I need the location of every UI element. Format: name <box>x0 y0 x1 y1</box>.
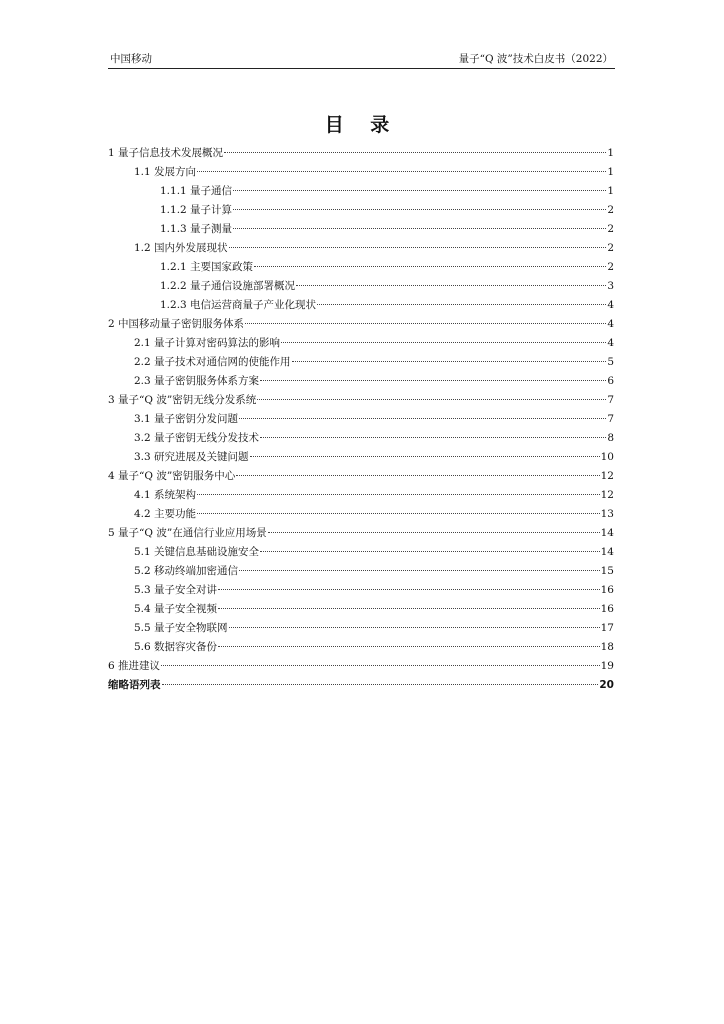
toc-entry-page: 18 <box>600 641 614 653</box>
toc-entry-label: 1.2.2 量子通信设施部署概况 <box>160 280 296 292</box>
toc-entry-page: 1 <box>607 147 614 159</box>
toc-leader-dots <box>161 665 600 666</box>
toc-entry[interactable] <box>108 562 614 581</box>
toc-entry-label: 4.2 主要功能 <box>134 508 197 520</box>
toc-leader-dots <box>162 684 599 685</box>
toc-entry-page: 17 <box>600 622 614 634</box>
toc-entry-page: 7 <box>607 394 614 406</box>
toc-leader-dots <box>233 209 606 210</box>
toc-leader-dots <box>257 399 606 400</box>
toc-leader-dots <box>260 380 606 381</box>
toc-entry[interactable] <box>108 676 614 695</box>
toc-entry-label: 缩略语列表 <box>108 679 161 691</box>
toc-leader-dots <box>197 513 600 514</box>
toc-entry-page: 20 <box>599 679 614 691</box>
toc-entry-label: 4.1 系统架构 <box>134 489 197 501</box>
toc-entry[interactable] <box>108 239 614 258</box>
toc-leader-dots <box>233 228 606 229</box>
toc-leader-dots <box>254 266 606 267</box>
toc-leader-dots <box>236 475 599 476</box>
toc-entry-page: 12 <box>600 470 614 482</box>
toc-entry-page: 2 <box>607 204 614 216</box>
toc-leader-dots <box>229 247 607 248</box>
toc-entry-page: 3 <box>607 280 614 292</box>
page-header <box>108 50 615 69</box>
toc-leader-dots <box>218 589 600 590</box>
toc-leader-dots <box>239 570 600 571</box>
toc-entry[interactable] <box>108 201 614 220</box>
toc-entry-label: 5.3 量子安全对讲 <box>134 584 218 596</box>
toc-leader-dots <box>197 171 606 172</box>
toc-entry[interactable] <box>108 448 614 467</box>
toc-leader-dots <box>197 494 600 495</box>
toc-entry-label: 1.2.1 主要国家政策 <box>160 261 254 273</box>
toc-entry[interactable] <box>108 638 614 657</box>
toc-entry-page: 4 <box>607 299 614 311</box>
toc-entry-page: 19 <box>600 660 614 672</box>
toc-entry[interactable] <box>108 372 614 391</box>
toc-entry[interactable] <box>108 657 614 676</box>
toc-entry-label: 1.2.3 电信运营商量子产业化现状 <box>160 299 317 311</box>
toc-entry-label: 1.1.1 量子通信 <box>160 185 233 197</box>
toc-entry-label: 3.2 量子密钥无线分发技术 <box>134 432 260 444</box>
toc-entry-label: 6 推进建议 <box>108 660 161 672</box>
toc-leader-dots <box>296 285 606 286</box>
toc-entry-page: 7 <box>607 413 614 425</box>
toc-entry-page: 1 <box>607 185 614 197</box>
toc-entry-page: 13 <box>600 508 614 520</box>
toc-entry-label: 2.2 量子技术对通信网的使能作用 <box>134 356 291 368</box>
toc-entry[interactable] <box>108 277 614 296</box>
toc-leader-dots <box>224 152 606 153</box>
toc-leader-dots <box>218 646 600 647</box>
toc-entry[interactable] <box>108 619 614 638</box>
toc-entry-page: 12 <box>600 489 614 501</box>
toc-leader-dots <box>260 437 606 438</box>
toc-entry-page: 5 <box>607 356 614 368</box>
toc-entry[interactable] <box>108 353 614 372</box>
toc-entry-label: 5.2 移动终端加密通信 <box>134 565 239 577</box>
toc-entry[interactable] <box>108 296 614 315</box>
toc-entry-label: 3 量子“Q 波”密钥无线分发系统 <box>108 394 257 406</box>
toc-leader-dots <box>239 418 606 419</box>
toc-entry-page: 16 <box>600 584 614 596</box>
toc-leader-dots <box>245 323 606 324</box>
toc-entry-page: 14 <box>600 546 614 558</box>
toc-entry-page: 2 <box>607 223 614 235</box>
toc-leader-dots <box>229 627 600 628</box>
toc-leader-dots <box>233 190 606 191</box>
toc-entry-label: 2 中国移动量子密钥服务体系 <box>108 318 245 330</box>
toc-entry[interactable] <box>108 581 614 600</box>
toc-entry[interactable] <box>108 220 614 239</box>
toc-leader-dots <box>250 456 600 457</box>
toc-entry-page: 2 <box>607 261 614 273</box>
toc-leader-dots <box>218 608 600 609</box>
table-of-contents <box>108 144 614 695</box>
toc-entry[interactable] <box>108 144 614 163</box>
toc-entry-page: 10 <box>600 451 614 463</box>
toc-entry-page: 14 <box>600 527 614 539</box>
toc-entry-label: 1 量子信息技术发展概况 <box>108 147 224 159</box>
toc-entry-label: 3.3 研究进展及关键问题 <box>134 451 249 463</box>
toc-entry-label: 2.1 量子计算对密码算法的影响 <box>134 337 281 349</box>
toc-entry-label: 1.1 发展方向 <box>134 166 197 178</box>
toc-entry[interactable] <box>108 334 614 353</box>
toc-entry-label: 5 量子“Q 波”在通信行业应用场景 <box>108 527 267 539</box>
header-doc-title: 量子“Q 波”技术白皮书（2022） <box>458 53 613 65</box>
toc-leader-dots <box>268 532 600 533</box>
toc-entry-page: 6 <box>607 375 614 387</box>
toc-entry-page: 8 <box>607 432 614 444</box>
toc-entry[interactable] <box>108 505 614 524</box>
toc-entry[interactable] <box>108 163 614 182</box>
toc-entry-label: 5.1 关键信息基础设施安全 <box>134 546 260 558</box>
toc-entry-label: 1.1.2 量子计算 <box>160 204 233 216</box>
toc-entry-page: 1 <box>607 166 614 178</box>
header-org: 中国移动 <box>110 53 152 65</box>
toc-entry[interactable] <box>108 258 614 277</box>
toc-entry-label: 5.5 量子安全物联网 <box>134 622 228 634</box>
toc-leader-dots <box>260 551 600 552</box>
toc-entry-label: 2.3 量子密钥服务体系方案 <box>134 375 260 387</box>
toc-entry[interactable] <box>108 524 614 543</box>
toc-leader-dots <box>292 361 607 362</box>
toc-entry[interactable] <box>108 182 614 201</box>
toc-entry-page: 16 <box>600 603 614 615</box>
toc-entry-label: 4 量子“Q 波”密钥服务中心 <box>108 470 236 482</box>
toc-entry-label: 1.1.3 量子测量 <box>160 223 233 235</box>
toc-entry-page: 15 <box>600 565 614 577</box>
toc-entry[interactable] <box>108 429 614 448</box>
toc-entry-page: 4 <box>607 318 614 330</box>
toc-entry-label: 5.4 量子安全视频 <box>134 603 218 615</box>
toc-entry-page: 4 <box>607 337 614 349</box>
toc-entry[interactable] <box>108 600 614 619</box>
toc-entry-label: 3.1 量子密钥分发问题 <box>134 413 239 425</box>
toc-leader-dots <box>317 304 606 305</box>
toc-entry[interactable] <box>108 410 614 429</box>
toc-entry-label: 1.2 国内外发展现状 <box>134 242 228 254</box>
toc-entry[interactable] <box>108 543 614 562</box>
toc-entry[interactable] <box>108 315 614 334</box>
toc-entry[interactable] <box>108 486 614 505</box>
toc-entry[interactable] <box>108 467 614 486</box>
toc-leader-dots <box>281 342 606 343</box>
toc-entry-label: 5.6 数据容灾备份 <box>134 641 218 653</box>
toc-entry[interactable] <box>108 391 614 410</box>
toc-heading: 目 录 <box>324 114 400 136</box>
toc-entry-page: 2 <box>607 242 614 254</box>
